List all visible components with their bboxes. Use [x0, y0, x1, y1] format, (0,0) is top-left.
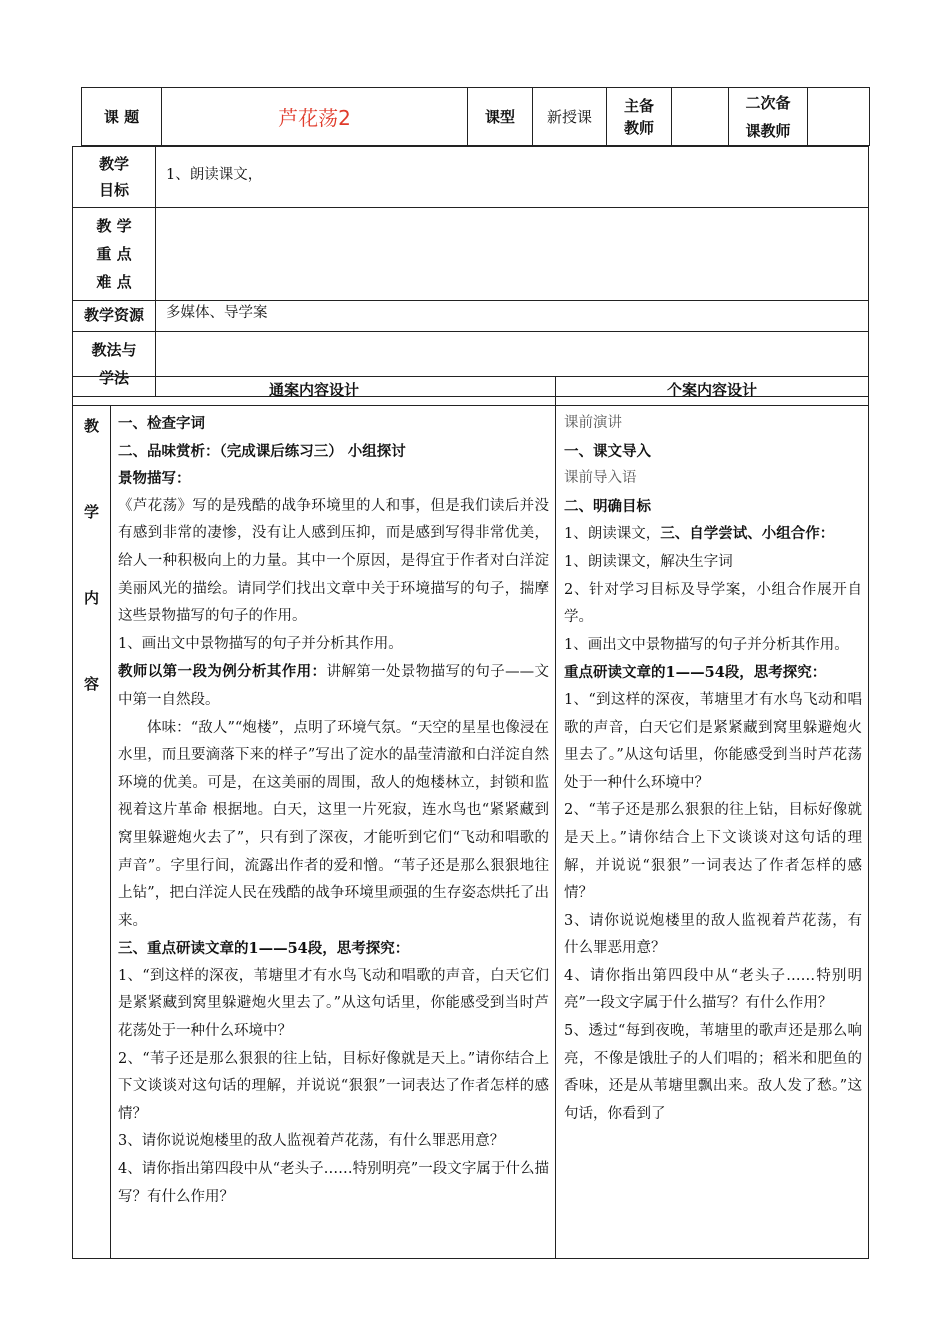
goal-value: 1、朗读课文，	[156, 147, 869, 208]
topic-label: 课 题	[82, 88, 162, 146]
main-prep-line1: 主备	[623, 96, 654, 115]
goal-label-line2: 目标	[98, 181, 129, 199]
goal-label-line1: 教学	[98, 155, 129, 173]
left-paragraph: 体味：“敌人”“炮楼”，点明了环境气氛。“天空的星星也像浸在水里，而且要滴落下来的样子”写出了淀水的晶莹清澈和白洋淀自然环境的优美。可是，在这美丽的周围，敌人的炮楼林立，封锁和监视着这片革命 根据地。白天，这里一片死寂，连水鸟也“紧紧藏到窝里躲避炮火去了”，只有到了深夜，才能听到它们“飞动和唱歌的声音”。字里行间，流露出作者的爱和憎。“苇子还是那么狠狠地往上钻”，把白洋淀人民在残酷的战争环境里顽强的生存姿态烘托了出来。	[118, 719, 550, 929]
right-paragraph-lead: 1、朗读课文，	[564, 526, 661, 543]
side-char-1: 教	[83, 417, 99, 435]
left-paragraph: 1、画出文中景物描写的句子并分析其作用。	[118, 635, 403, 652]
goal-label	[73, 147, 156, 208]
main-prep-value[interactable]	[672, 88, 729, 146]
side-char-2: 学	[83, 503, 99, 521]
right-paragraph: 重点研读文章的1——54段，思考探究：	[564, 664, 827, 682]
left-paragraph-rest: 讲解第一处景物描写的句子——文中第一自然段。	[118, 664, 550, 708]
header-table	[81, 87, 870, 146]
right-paragraph: 2、针对学习目标及导学案，小组合作展开自学。	[564, 581, 863, 626]
left-paragraph: 4、请你指出第四段中从“老头子……特别明亮”一段文字属于什么描写？有什么作用？	[118, 1161, 550, 1205]
teaching-content-label	[73, 406, 111, 1259]
key-label	[73, 208, 156, 301]
right-paragraph: 1、“到这样的深夜，苇塘里才有水鸟飞动和唱歌的声音，白天它们是紧紧藏到窝里躲避炮火里去了。”从这句话里，你能感受到当时芦花荡处于一种什么环境中？	[564, 691, 863, 791]
type-value: 新授课	[533, 88, 607, 146]
method-label-line2: 学法	[98, 369, 129, 387]
individual-design-heading: 个案内容设计	[556, 377, 869, 406]
meta-table	[72, 146, 869, 397]
right-paragraph: 3、请你说说炮楼里的敌人监视着芦花荡，有什么罪恶用意？	[564, 912, 863, 957]
resource-value: 多媒体、导学案	[156, 301, 869, 332]
right-paragraph: 4、请你指出第四段中从“老头子……特别明亮”一段文字属于什么描写？有什么作用？	[564, 967, 863, 1012]
type-label: 课型	[468, 88, 533, 146]
right-paragraph-rest: 三、自学尝试、小组合作：	[660, 525, 835, 543]
left-paragraph: 3、请你说说炮楼里的敌人监视着芦花荡，有什么罪恶用意？	[118, 1133, 505, 1150]
right-paragraph: 二、明确目标	[564, 497, 652, 515]
individual-design-content	[556, 406, 869, 1259]
key-label-line2: 重 点	[96, 245, 132, 263]
left-paragraph: 三、重点研读文章的1——54段，思考探究：	[118, 940, 410, 958]
right-paragraph: 课前导入语	[564, 470, 637, 487]
left-paragraph: 1、“到这样的深夜，苇塘里才有水鸟飞动和唱歌的声音，白天它们是紧紧藏到窝里躲避炮火里去了。”从这句话里，你能感受到当时芦花荡处于一种什么环境中？	[118, 967, 550, 1040]
side-char-3: 内	[83, 589, 99, 607]
second-prep-line1: 二次备	[745, 93, 791, 112]
right-paragraph: 课前演讲	[564, 415, 623, 431]
key-value	[156, 208, 869, 301]
left-paragraph-lead: 教师以第一段为例分析其作用：	[118, 663, 327, 681]
content-table	[72, 376, 869, 1259]
second-prep-label	[729, 88, 808, 146]
common-design-heading: 通案内容设计	[73, 377, 556, 406]
common-design-content	[111, 406, 556, 1259]
resource-label: 教学资源	[73, 301, 156, 332]
side-char-4: 容	[83, 675, 99, 693]
left-paragraph: 二、品味赏析：（完成课后练习三） 小组探讨	[118, 442, 406, 460]
main-prep-label	[607, 88, 672, 146]
left-paragraph: 《芦花荡》写的是残酷的战争环境里的人和事，但是我们读后并没有感到非常的凄惨，没有让人感到压抑，而是感到写得非常优美，给人一种积极向上的力量。其中一个原因，是得宜于作者对白洋淀美丽风光的描绘。请同学们找出文章中关于环境描写的句子，揣摩这些景物描写的句子的作用。	[118, 497, 550, 625]
right-paragraph: 2、“苇子还是那么狠狠的往上钻，目标好像就是天上。”请你结合上下文谈谈对这句话的理解，并说说“狠狠”一词表达了作者怎样的感情？	[564, 802, 863, 902]
left-paragraph: 一、检查字词	[118, 415, 205, 432]
left-paragraph: 景物描写：	[118, 470, 191, 488]
right-paragraph: 1、画出文中景物描写的句子并分析其作用。	[564, 636, 849, 653]
right-paragraph: 1、朗读课文，解决生字词	[564, 553, 733, 570]
method-label-line1: 教法与	[91, 341, 137, 359]
key-label-line1: 教 学	[96, 217, 132, 235]
main-prep-line2: 教师	[623, 118, 654, 137]
second-prep-line2: 课教师	[745, 121, 791, 140]
key-label-line3: 难 点	[96, 273, 132, 291]
common-design-text	[118, 410, 549, 1258]
lesson-title: 芦花荡2	[162, 88, 468, 146]
left-paragraph: 2、“苇子还是那么狠狠的往上钻，目标好像就是天上。”请你结合上下文谈谈对这句话的理解，并说说“狠狠”一词表达了作者怎样的感情？	[118, 1050, 550, 1122]
right-paragraph: 一、课文导入	[564, 442, 652, 460]
second-prep-value[interactable]	[808, 88, 870, 146]
right-paragraph	[564, 520, 862, 549]
individual-design-text	[564, 410, 862, 1258]
right-paragraph: 5、透过“每到夜晚，苇塘里的歌声还是那么响亮，不像是饿肚子的人们唱的；稻米和肥鱼的香味，还是从苇塘里飘出来。敌人发了愁。”这句话，你看到了	[564, 1023, 863, 1122]
left-paragraph	[118, 658, 549, 714]
